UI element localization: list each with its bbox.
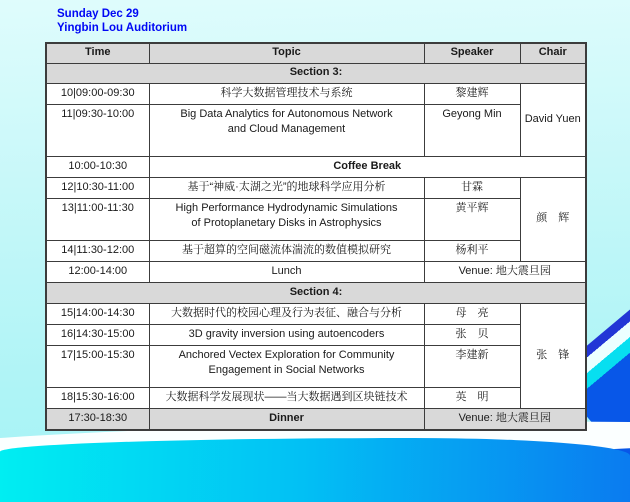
topic-cell: 基于超算的空间磁流体湍流的数值模拟研究 — [149, 240, 424, 261]
topic-line2: Engagement in Social Networks — [208, 364, 365, 377]
time-cell: 14|11:30-12:00 — [46, 240, 149, 261]
time-cell: 13|11:00-11:30 — [46, 198, 149, 240]
speaker-cell: 甘霖 — [424, 177, 520, 198]
topic-cell: 大数据时代的校园心理及行为表征、融合与分析 — [149, 303, 424, 324]
column-header-speaker: Speaker — [424, 43, 520, 63]
chair-cell: 张 锋 — [520, 303, 586, 408]
title-venue: Yingbin Lou Auditorium — [57, 22, 188, 34]
table-row — [46, 387, 586, 408]
table-row — [46, 198, 586, 240]
title-date: Sunday Dec 29 — [57, 8, 139, 20]
topic-cell — [149, 345, 424, 387]
topic-line1: Anchored Vectex Exploration for Community — [178, 348, 395, 361]
topic-cell: 大数据科学发展现状——当大数据遇到区块链技术 — [149, 387, 424, 408]
topic-line1: Big Data Analytics for Autonomous Network — [180, 107, 393, 120]
topic-line2: of Protoplanetary Disks in Astrophysics — [191, 217, 382, 230]
speaker-cell: 黎建辉 — [424, 83, 520, 104]
speaker-cell: 母 亮 — [424, 303, 520, 324]
table-row — [46, 345, 586, 387]
speaker-cell: 张 贝 — [424, 324, 520, 345]
time-cell: 15|14:00-14:30 — [46, 303, 149, 324]
section4-label: Section 4: — [46, 282, 586, 303]
section3-label: Section 3: — [46, 63, 586, 83]
schedule-table — [45, 42, 587, 431]
time-cell: 11|09:30-10:00 — [46, 104, 149, 156]
speaker-cell: 李建新 — [424, 345, 520, 387]
chair-cell: David Yuen — [520, 83, 586, 156]
speaker-cell: 杨利平 — [424, 240, 520, 261]
time-cell: 10|09:00-09:30 — [46, 83, 149, 104]
table-row — [46, 303, 586, 324]
time-cell: 10:00-10:30 — [46, 156, 149, 177]
time-cell: 18|15:30-16:00 — [46, 387, 149, 408]
lunch-label: Lunch — [149, 261, 424, 282]
topic-line1: High Performance Hydrodynamic Simulations — [175, 201, 398, 214]
table-row — [46, 324, 586, 345]
bottom-gradient-band — [0, 438, 630, 502]
speaker-cell: Geyong Min — [424, 104, 520, 156]
dinner-venue: Venue: 地大震旦园 — [424, 408, 586, 430]
section4-banner-row — [46, 282, 586, 303]
table-header-row — [46, 43, 586, 63]
coffee-break-label: Coffee Break — [149, 156, 586, 177]
table-row — [46, 104, 586, 156]
coffee-break-row — [46, 156, 586, 177]
topic-line2: and Cloud Management — [227, 123, 346, 136]
section3-banner-row — [46, 63, 586, 83]
dinner-label: Dinner — [149, 408, 424, 430]
table-row — [46, 177, 586, 198]
lunch-row — [46, 261, 586, 282]
column-header-time: Time — [46, 43, 149, 63]
topic-cell — [149, 198, 424, 240]
time-cell: 12:00-14:00 — [46, 261, 149, 282]
table-row — [46, 83, 586, 104]
time-cell: 16|14:30-15:00 — [46, 324, 149, 345]
topic-cell: 科学大数据管理技术与系统 — [149, 83, 424, 104]
time-cell: 17|15:00-15:30 — [46, 345, 149, 387]
speaker-cell: 黄平辉 — [424, 198, 520, 240]
lunch-venue: Venue: 地大震旦园 — [424, 261, 586, 282]
topic-cell: 基于“神威·太湖之光”的地球科学应用分析 — [149, 177, 424, 198]
time-cell: 17:30-18:30 — [46, 408, 149, 430]
topic-cell — [149, 104, 424, 156]
speaker-cell: 英 明 — [424, 387, 520, 408]
dinner-row — [46, 408, 586, 430]
column-header-chair: Chair — [520, 43, 586, 63]
column-header-topic: Topic — [149, 43, 424, 63]
topic-cell: 3D gravity inversion using autoencoders — [149, 324, 424, 345]
chair-cell: 颜 辉 — [520, 177, 586, 261]
time-cell: 12|10:30-11:00 — [46, 177, 149, 198]
page-title — [57, 7, 187, 35]
table-row — [46, 240, 586, 261]
